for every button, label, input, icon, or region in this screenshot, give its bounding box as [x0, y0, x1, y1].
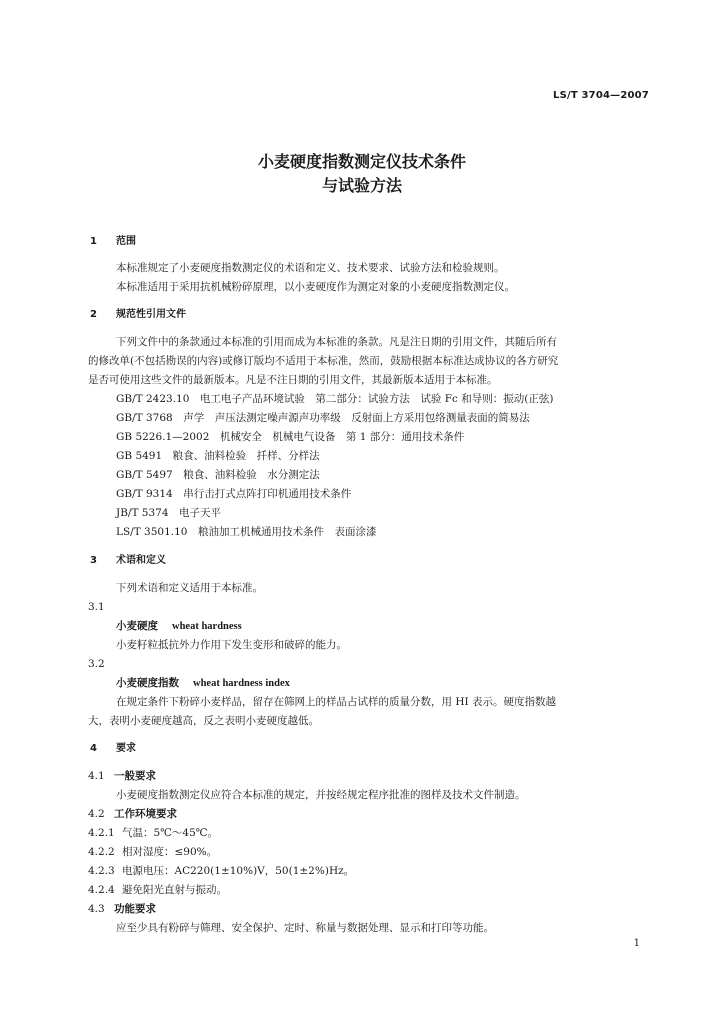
- clause-number: 4.2.1: [88, 827, 115, 839]
- clause-title: 一般要求: [114, 770, 156, 782]
- term-chinese: 小麦硬度: [116, 620, 158, 632]
- reference-item: GB/T 5497 粮食、油料检验 水分测定法: [116, 469, 320, 481]
- clause-number: 4.2: [88, 808, 105, 820]
- term-chinese: 小麦硬度指数: [116, 677, 179, 689]
- section-number: 1: [90, 236, 97, 247]
- section-1-heading: [90, 236, 136, 248]
- clause-number: 4.2.4: [88, 884, 115, 896]
- clause-4-1-heading: [88, 770, 156, 783]
- document-title-line1: 小麦硬度指数测定仪技术条件: [257, 152, 466, 171]
- clause-title: 工作环境要求: [114, 808, 177, 820]
- clause-4-2-3: [88, 865, 354, 878]
- definition-3-1-text: 小麦籽粒抵抗外力作用下发生变形和破碎的能力。: [116, 639, 347, 651]
- s3-intro: 下列术语和定义适用于本标准。: [116, 582, 263, 594]
- section-number: 2: [90, 309, 97, 320]
- reference-item: GB 5226.1—2002 机械安全 机械电气设备 第 1 部分：通用技术条件: [116, 431, 465, 443]
- clause-4-2-4: [88, 884, 227, 897]
- reference-item: GB/T 2423.10 电工电子产品环境试验 第二部分：试验方法 试验 Fc 和导则：振动(正弦): [116, 393, 554, 405]
- definition-3-2-term: [116, 677, 290, 691]
- clause-4-2-heading: [88, 808, 177, 821]
- clause-number: 4.1: [88, 770, 105, 782]
- clause-4-1-text: 小麦硬度指数测定仪应符合本标准的规定，并按经规定程序批准的图样及技术文件制造。: [116, 789, 526, 801]
- document-title-line2: 与试验方法: [321, 176, 402, 195]
- section-number: 4: [90, 743, 97, 754]
- s2-paragraph-line-2: 的修改单(不包括勘误的内容)或修订版均不适用于本标准，然而，鼓励根据本标准达成协议的各方研究: [88, 355, 559, 367]
- definition-3-1-term: [116, 620, 242, 634]
- definition-3-2-number: 3.2: [88, 658, 105, 670]
- section-title: 要求: [116, 743, 136, 754]
- term-english: wheat hardness index: [193, 678, 290, 689]
- clause-text: 避免阳光直射与振动。: [122, 884, 227, 896]
- page-number: 1: [633, 938, 640, 949]
- definition-3-2-text-line-2: 大，表明小麦硬度越高，反之表明小麦硬度越低。: [88, 715, 319, 727]
- section-number: 3: [90, 555, 97, 566]
- section-2-heading: [90, 309, 186, 321]
- section-3-heading: [90, 555, 166, 567]
- clause-4-2-2: [88, 846, 217, 859]
- reference-item: JB/T 5374 电子天平: [116, 507, 222, 519]
- document-number: LS/T 3704—2007: [553, 90, 649, 101]
- section-4-heading: [90, 743, 136, 755]
- clause-title: 功能要求: [114, 903, 156, 915]
- section-title: 术语和定义: [116, 555, 166, 566]
- reference-item: GB/T 9314 串行击打式点阵打印机通用技术条件: [116, 488, 352, 500]
- reference-item: LS/T 3501.10 粮油加工机械通用技术条件 表面涂漆: [116, 526, 377, 538]
- clause-number: 4.2.3: [88, 865, 115, 877]
- clause-text: 气温：5℃～45℃。: [122, 827, 219, 839]
- s2-paragraph-line-1: 下列文件中的条款通过本标准的引用而成为本标准的条款。凡是注日期的引用文件，其随后所有: [116, 336, 557, 348]
- definition-3-1-number: 3.1: [88, 601, 105, 613]
- reference-item: GB 5491 粮食、油料检验 扦样、分样法: [116, 450, 320, 462]
- clause-4-2-1: [88, 827, 218, 840]
- clause-4-3-text: 应至少具有粉碎与筛理、安全保护、定时、称量与数据处理、显示和打印等功能。: [116, 922, 494, 934]
- clause-number: 4.3: [88, 903, 105, 915]
- s2-paragraph-line-3: 是否可使用这些文件的最新版本。凡是不注日期的引用文件，其最新版本适用于本标准。: [88, 374, 498, 386]
- s1-paragraph-2: 本标准适用于采用抗机械粉碎原理，以小麦硬度作为测定对象的小麦硬度指数测定仪。: [116, 281, 515, 293]
- s1-paragraph-1: 本标准规定了小麦硬度指数测定仪的术语和定义、技术要求、试验方法和检验规则。: [116, 262, 505, 274]
- section-title: 范围: [116, 236, 136, 247]
- reference-item: GB/T 3768 声学 声压法测定噪声源声功率级 反射面上方采用包络测量表面的简易法: [116, 412, 530, 424]
- section-title: 规范性引用文件: [116, 309, 186, 320]
- definition-3-2-text-line-1: 在规定条件下粉碎小麦样品，留存在筛网上的样品占试样的质量分数，用 HI 表示。硬度指数越: [116, 696, 556, 708]
- clause-text: 电源电压：AC220(1±10%)V，50(1±2%)Hz。: [122, 865, 355, 877]
- clause-4-3-heading: [88, 903, 156, 916]
- clause-number: 4.2.2: [88, 846, 115, 858]
- term-english: wheat hardness: [172, 621, 242, 632]
- clause-text: 相对湿度：≤90%。: [122, 846, 218, 858]
